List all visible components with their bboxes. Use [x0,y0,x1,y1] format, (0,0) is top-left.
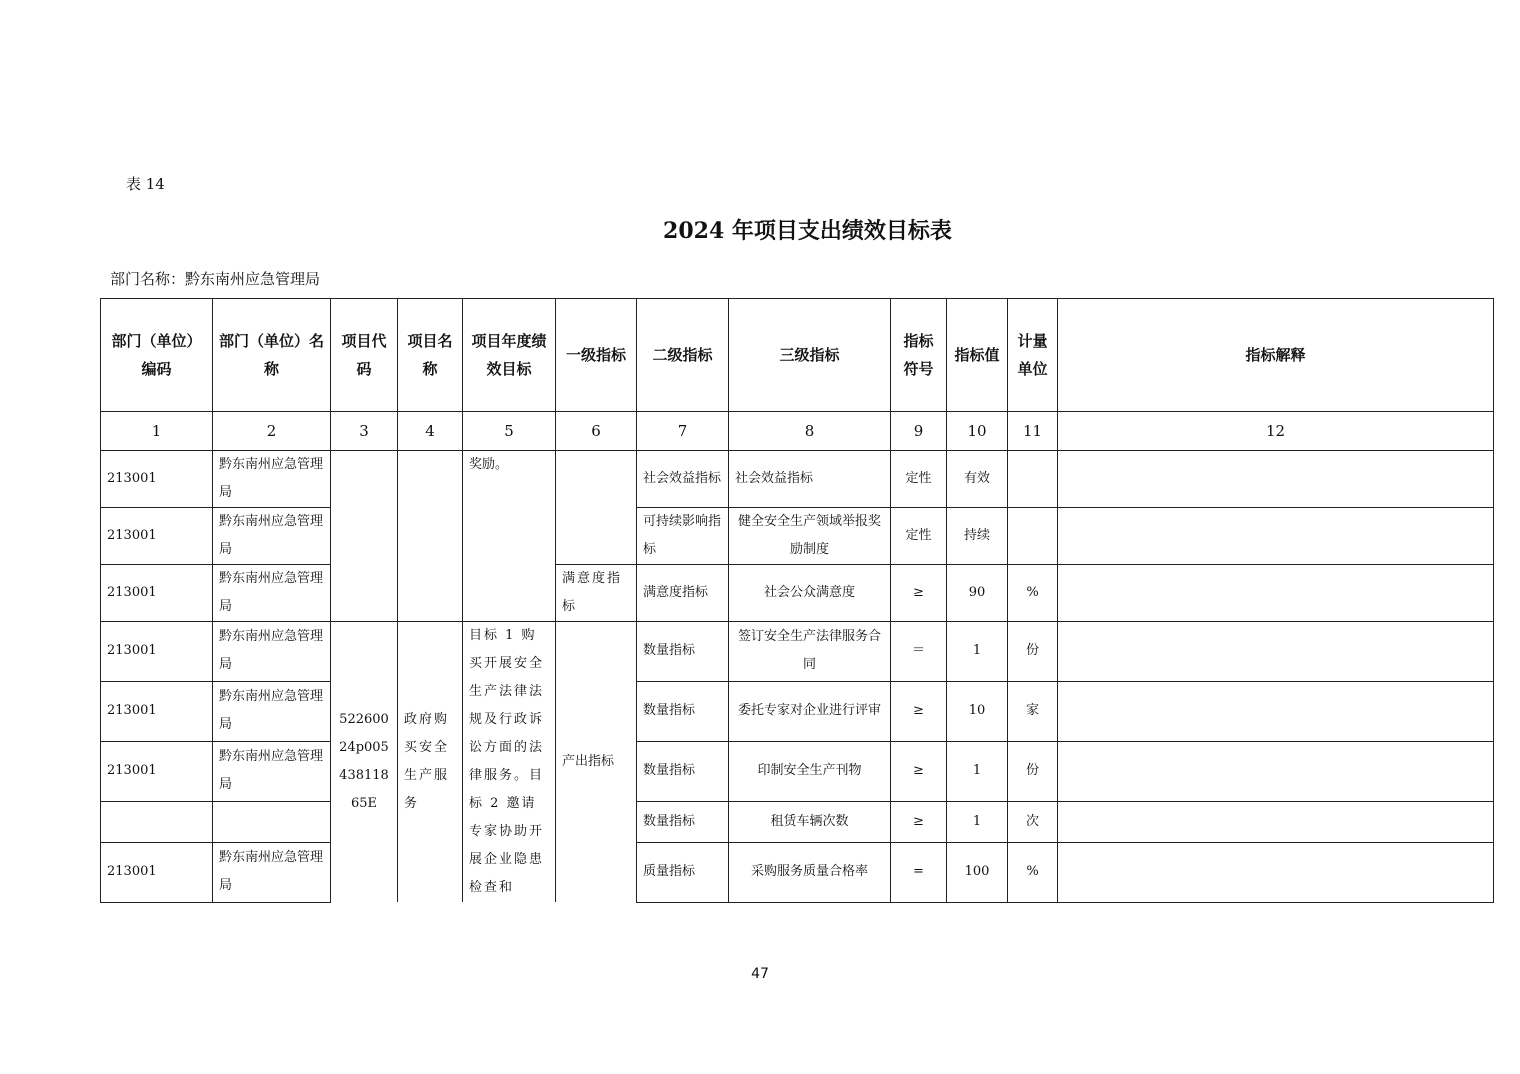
col-header: 指标符号 [891,299,947,412]
level2-indicator: 社会效益指标 [637,451,729,508]
indicator-value: 1 [947,622,1008,682]
unit: 次 [1008,801,1058,842]
indicator-note [1058,842,1494,902]
indicator-value: 有效 [947,451,1008,508]
page-title: 2024 年项目支出绩效目标表 [663,218,952,244]
indicator-value: 90 [947,565,1008,622]
level3-indicator: 健全安全生产领域举报奖励制度 [729,508,891,565]
unit [1008,451,1058,508]
table-row [101,565,1494,622]
unit: % [1008,842,1058,902]
table-row [101,451,1494,508]
level3-indicator: 租赁车辆次数 [729,801,891,842]
indicator-symbol: ≥ [891,681,947,741]
indicator-value: 1 [947,741,1008,801]
col-header: 部门（单位）名称 [213,299,331,412]
indicator-note [1058,622,1494,682]
header-row [101,299,1494,412]
level2-indicator: 质量指标 [637,842,729,902]
dept-name: 黔东南州应急管理局 [213,622,331,682]
col-header: 三级指标 [729,299,891,412]
table-row [101,842,1494,902]
dept-name: 黔东南州应急管理局 [213,565,331,622]
unit: 份 [1008,741,1058,801]
col-header: 二级指标 [637,299,729,412]
col-number: 12 [1058,412,1494,451]
col-number: 7 [637,412,729,451]
dept-code: 213001 [101,622,213,682]
indicator-note [1058,451,1494,508]
col-number: 10 [947,412,1008,451]
department-name: 部门名称：黔东南州应急管理局 [110,270,321,288]
indicator-symbol: ≥ [891,801,947,842]
level3-indicator: 签订安全生产法律服务合同 [729,622,891,682]
dept-code: 213001 [101,842,213,902]
level2-indicator: 数量指标 [637,801,729,842]
level2-indicator: 可持续影响指标 [637,508,729,565]
level1-indicator: 满意度指标 [556,565,637,622]
annual-goal: 奖励。 [463,451,556,622]
page-number: 47 [751,966,769,982]
level1-indicator [556,451,637,565]
level2-indicator: 数量指标 [637,681,729,741]
indicator-symbol: ＝ [891,622,947,682]
performance-table [100,298,1494,903]
col-header: 指标解释 [1058,299,1494,412]
indicator-note [1058,681,1494,741]
indicator-symbol: ≥ [891,565,947,622]
dept-code: 213001 [101,681,213,741]
col-number: 3 [331,412,398,451]
indicator-note [1058,741,1494,801]
level3-indicator: 采购服务质量合格率 [729,842,891,902]
level2-indicator: 满意度指标 [637,565,729,622]
indicator-note [1058,508,1494,565]
project-name: 政府购买安全生产服务 [398,622,463,903]
indicator-symbol: 定性 [891,508,947,565]
unit: 家 [1008,681,1058,741]
table-row [101,508,1494,565]
dept-code: 213001 [101,741,213,801]
dept-name: 黔东南州应急管理局 [213,451,331,508]
col-header: 计量单位 [1008,299,1058,412]
col-number: 4 [398,412,463,451]
indicator-note [1058,801,1494,842]
indicator-value: 1 [947,801,1008,842]
project-code [331,451,398,622]
indicator-note [1058,565,1494,622]
dept-name: 黔东南州应急管理局 [213,741,331,801]
col-number: 5 [463,412,556,451]
level2-indicator: 数量指标 [637,622,729,682]
col-header: 项目名称 [398,299,463,412]
table-row [101,622,1494,682]
col-header: 项目代码 [331,299,398,412]
indicator-symbol: 定性 [891,451,947,508]
col-number: 11 [1008,412,1058,451]
dept-name: 黔东南州应急管理局 [213,681,331,741]
project-code: 52260024p00543811865E [331,622,398,903]
level3-indicator: 印制安全生产刊物 [729,741,891,801]
col-header: 项目年度绩效目标 [463,299,556,412]
annual-goal: 目标 1 购买开展安全生产法律法规及行政诉讼方面的法律服务。目标 2 邀请专家协助开展企业隐患检查和 [463,622,556,903]
unit [1008,508,1058,565]
dept-name: 黔东南州应急管理局 [213,508,331,565]
col-header: 指标值 [947,299,1008,412]
col-number: 8 [729,412,891,451]
table-row [101,681,1494,741]
level3-indicator: 社会公众满意度 [729,565,891,622]
indicator-value: 100 [947,842,1008,902]
dept-code: 213001 [101,451,213,508]
level3-indicator: 社会效益指标 [729,451,891,508]
table-label: 表 14 [126,175,165,193]
col-number: 2 [213,412,331,451]
dept-code: 213001 [101,565,213,622]
indicator-symbol: = [891,842,947,902]
unit: 份 [1008,622,1058,682]
col-number: 1 [101,412,213,451]
indicator-value: 持续 [947,508,1008,565]
table-row [101,741,1494,801]
column-number-row [101,412,1494,451]
project-name [398,451,463,622]
table-row [101,801,1494,842]
col-header: 部门（单位）编码 [101,299,213,412]
col-header: 一级指标 [556,299,637,412]
dept-code: 213001 [101,508,213,565]
indicator-value: 10 [947,681,1008,741]
col-number: 9 [891,412,947,451]
level2-indicator: 数量指标 [637,741,729,801]
level1-indicator: 产出指标 [556,622,637,903]
col-number: 6 [556,412,637,451]
dept-name: 黔东南州应急管理局 [213,842,331,902]
unit: % [1008,565,1058,622]
level3-indicator: 委托专家对企业进行评审 [729,681,891,741]
dept-name [213,801,331,842]
indicator-symbol: ≥ [891,741,947,801]
dept-code [101,801,213,842]
